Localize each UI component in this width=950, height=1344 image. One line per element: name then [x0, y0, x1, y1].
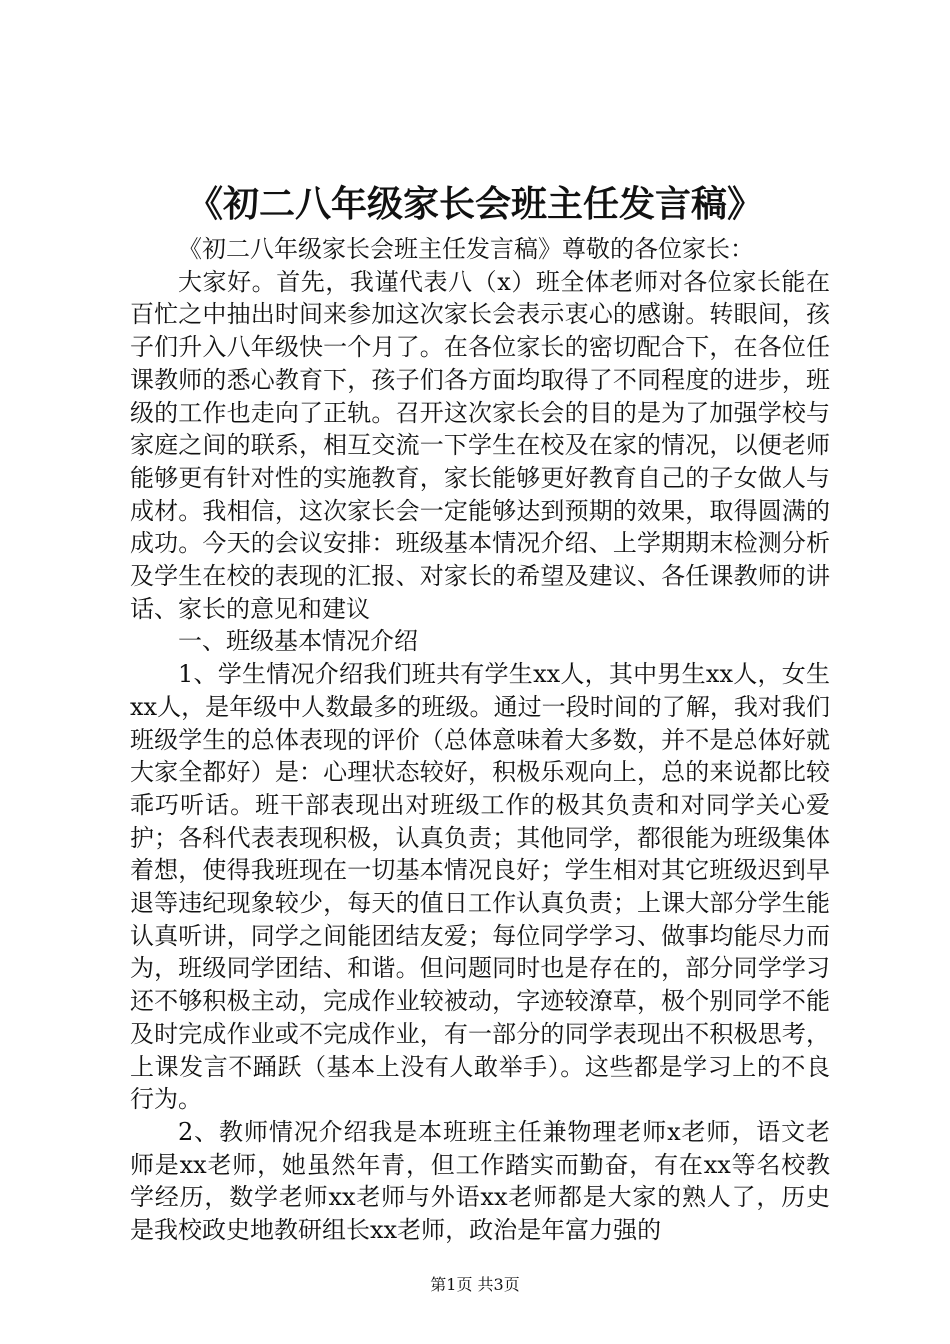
paragraph-teachers: 2、教师情况介绍我是本班班主任兼物理老师x老师，语文老师是xx老师，她虽然年青，但工作踏实而勤奋，有在xx等名校教学经历，数学老师xx老师与外语xx老师都是大家的熟人了，历史是我校政史地教研组长xx老师，政治是年富力强的 — [130, 1117, 830, 1245]
paragraph-students: 1、学生情况介绍我们班共有学生xx人，其中男生xx人，女生xx人，是年级中人数最多的班级。通过一段时间的了解，我对我们班级学生的总体表现的评价（总体意味着大多数，并不是总体好就大家全都好）是：心理状态较好，积极乐观向上，总的来说都比较乖巧听话。班干部表现出对班级工作的极其负责和对同学关心爱护；各科代表表现积极，认真负责；其他同学，都很能为班级集体着想，使得我班现在一切基本情况良好；学生相对其它班级迟到早退等违纪现象较少，每天的值日工作认真负责；上课大部分学生能认真听讲，同学之间能团结友爱；每位同学学习、做事均能尽力而为，班级同学团结、和谐。但问题同时也是存在的，部分同学学习还不够积极主动，完成作业较被动，字迹较潦草，极个别同学不能及时完成作业或不完成作业，有一部分的同学表现出不积极思考，上课发言不踊跃（基本上没有人敢举手）。这些都是学习上的不良行为。 — [130, 660, 830, 1114]
section-heading: 一、班级基本情况介绍 — [178, 627, 418, 656]
document-body — [130, 233, 830, 1247]
paragraph-intro: 大家好。首先，我谨代表八（x）班全体老师对各位家长能在百忙之中抽出时间来参加这次家长会表示衷心的感谢。转眼间，孩子们升入八年级快一个月了。在各位家长的密切配合下，在各位任课教师的悉心教育下，孩子们各方面均取得了不同程度的进步，班级的工作也走向了正轨。召开这次家长会的目的是为了加强学校与家庭之间的联系，相互交流一下学生在校及在家的情况，以便老师能够更有针对性的实施教育，家长能够更好教育自己的子女做人与成材。我相信，这次家长会一定能够达到预期的效果，取得圆满的成功。今天的会议安排：班级基本情况介绍、上学期期末检测分析及学生在校的表现的汇报、对家长的希望及建议、各任课教师的讲话、家长的意见和建议 — [130, 267, 830, 623]
page-footer: 第1页 共3页 — [430, 1275, 520, 1294]
page-title: 《初二八年级家长会班主任发言稿》 — [186, 183, 763, 225]
paragraph-greeting: 《初二八年级家长会班主任发言稿》尊敬的各位家长： — [178, 235, 754, 263]
